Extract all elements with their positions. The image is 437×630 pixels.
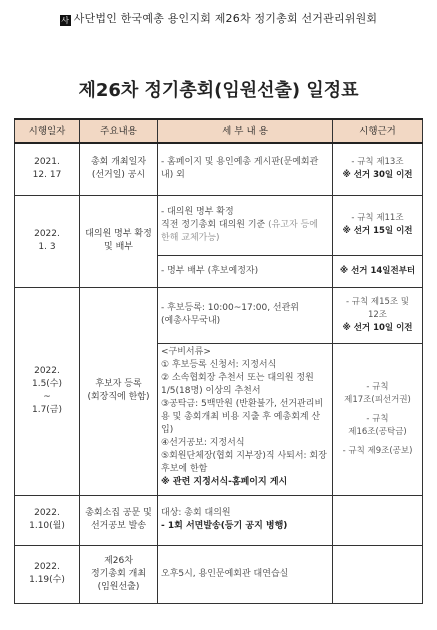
row-date: 2022. 1.5(수) ~ 1.7(금)	[15, 287, 80, 495]
doc-item: ③공탁금: 5백만원 (반환불가, 선거관리비용 및 총회개최 비용 지출 후 예총회계 산입)	[161, 398, 324, 435]
row-basis	[333, 195, 423, 255]
row-basis	[333, 143, 423, 195]
doc-item: ⑤회원단체장(협회 지부장)직 사퇴서: 회장 후보에 한함	[161, 450, 327, 474]
detail-main: - 대의원 명부 확정 직전 정기총회 대의원 기준	[161, 206, 266, 230]
row-main: 제26차 정기총회 개최 (임원선출)	[80, 545, 158, 603]
doc-item: ④선거공보: 지정서식	[161, 437, 245, 448]
table-row	[15, 143, 423, 195]
basis-rule: - 규칙 제11조	[351, 213, 404, 223]
doc-item: ② 소속협회장 추천서 또는 대의원 정원 1/5(18명) 이상의 추천서	[161, 372, 314, 396]
basis-rule: - 규칙 제17조(피선거권)	[344, 381, 411, 405]
row-basis	[333, 343, 423, 495]
row-detail: - 명부 배부 (후보예정자)	[158, 255, 333, 287]
table-row	[15, 195, 423, 255]
docs-title: <구비서류>	[161, 346, 211, 357]
row-basis	[333, 287, 423, 343]
col-header-main: 주요내용	[80, 119, 158, 143]
row-date: 2022. 1.10(월)	[15, 495, 80, 545]
row-main: 총회소집 공문 및 선거공보 발송	[80, 495, 158, 545]
schedule-table	[14, 118, 423, 604]
row-main: 총회 개최일자 (선거일) 공시	[80, 143, 158, 195]
col-header-date: 시행일자	[15, 119, 80, 143]
org-header	[0, 10, 437, 26]
organization-logo-icon: 사	[61, 16, 70, 25]
row-detail	[158, 195, 333, 255]
table-row	[15, 287, 423, 343]
basis-rule: - 규칙 제9조(공보)	[342, 445, 413, 456]
col-header-detail: 세 부 내 용	[158, 119, 333, 143]
row-detail	[158, 495, 333, 545]
basis-rule: - 규칙 제13조	[351, 157, 404, 168]
org-name: 사단법인 한국예총 용인지회 제26차 정기총회 선거관리위원회	[73, 12, 378, 25]
row-basis-empty	[333, 545, 423, 603]
row-basis-empty	[333, 495, 423, 545]
row-detail: - 홈페이지 및 용인예총 게시판(문예회관내) 외	[158, 143, 333, 195]
basis-note: ※ 선거 14일전부터	[333, 255, 423, 287]
basis-note: ※ 선거 30일 이전	[342, 170, 413, 181]
row-detail-docs	[158, 343, 333, 495]
row-date: 2022. 1. 3	[15, 195, 80, 287]
basis-note: ※ 선거 15일 이전	[342, 226, 413, 236]
table-row	[15, 545, 423, 603]
basis-rule: - 규칙 제16조(공탁금)	[348, 413, 407, 437]
col-header-basis: 시행근거	[333, 119, 423, 143]
row-detail: - 후보등록: 10:00~17:00, 선관위 (예총사무국내)	[158, 287, 333, 343]
basis-rule: - 규칙 제15조 및 12조	[345, 296, 410, 320]
row-date: 2022. 1.19(수)	[15, 545, 80, 603]
table-header-row	[15, 119, 423, 143]
page-title: 제26차 정기총회(임원선출) 일정표	[78, 80, 359, 101]
row-detail: 오후5시, 용인문예회관 대연습실	[158, 545, 333, 603]
table-row	[15, 495, 423, 545]
detail-dim: (유고자 등에 한해 교체가능)	[161, 219, 318, 243]
basis-note: ※ 선거 10일 이전	[342, 322, 413, 333]
doc-item: ① 후보등록 신청서: 지정서식	[161, 359, 277, 370]
docs-note: ※ 관련 지정서식-홈페이지 게시	[161, 476, 288, 487]
detail-main: 대상: 총회 대의원	[161, 508, 231, 518]
row-date: 2021. 12. 17	[15, 143, 80, 195]
row-main: 후보자 등록 (회장직에 한함)	[80, 287, 158, 495]
row-main: 대의원 명부 확정 및 배부	[80, 195, 158, 287]
detail-note: - 1회 서면발송(등기 공지 병행)	[161, 521, 288, 531]
